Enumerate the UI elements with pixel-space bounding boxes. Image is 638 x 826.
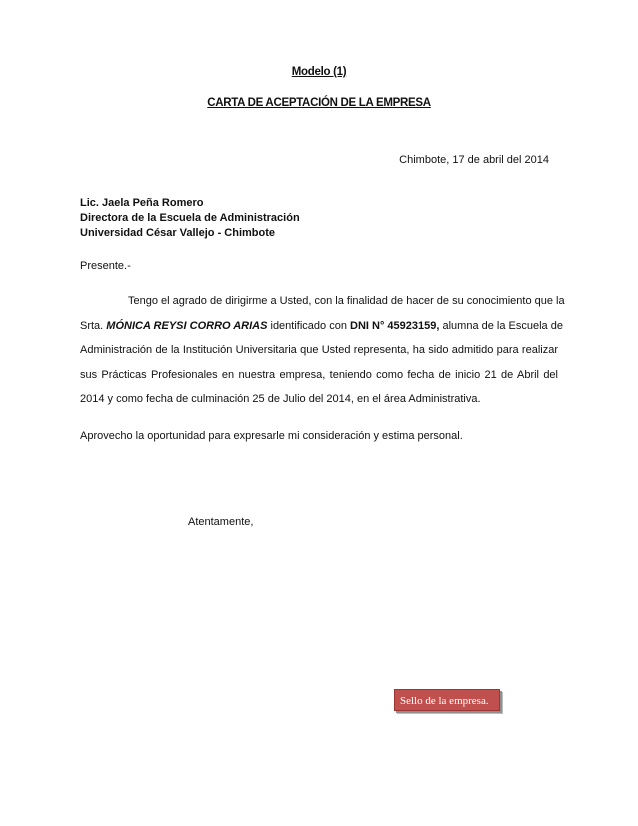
letter-title: CARTA DE ACEPTACIÓN DE LA EMPRESA xyxy=(207,97,431,109)
recipient-name: Lic. Jaela Peña Romero xyxy=(80,197,204,209)
dni-number: DNI N° 45923159, xyxy=(350,319,440,332)
body-paragraph xyxy=(80,289,565,412)
model-title: Modelo (1) xyxy=(291,66,347,78)
student-name: MÓNICA REYSI CORRO ARIAS xyxy=(106,319,268,332)
title-prefix: Srta. xyxy=(80,319,104,332)
body-line-1: Tengo el agrado de dirigirme a Usted, con la finalidad de hacer de su conocimiento que la xyxy=(128,295,565,307)
closing-paragraph: Aprovecho la oportunidad para expresarle mi consideración y estima personal. xyxy=(80,430,463,442)
school-phrase: alumna de la Escuela de xyxy=(442,319,563,332)
sign-off: Atentamente, xyxy=(188,516,254,528)
date-line: Chimbote, 17 de abril del 2014 xyxy=(399,154,549,166)
company-seal-box: Sello de la empresa. xyxy=(394,689,500,711)
recipient-position: Directora de la Escuela de Administración xyxy=(80,212,300,224)
body-line-4: sus Prácticas Profesionales en nuestra empresa, teniendo como fecha de inicio 21 de Abril del xyxy=(80,368,558,381)
body-line-5: 2014 y como fecha de culminación 25 de Julio del 2014, en el área Administrativa. xyxy=(80,393,481,405)
recipient-institution: Universidad César Vallejo - Chimbote xyxy=(80,227,276,239)
recipient-block xyxy=(80,196,300,241)
salutation: Presente.- xyxy=(80,260,131,272)
id-phrase: identificado con xyxy=(270,319,347,332)
body-line-2 xyxy=(80,314,563,339)
body-line-3: Administración de la Institución Universitaria que Usted representa, ha sido admitido para realizar xyxy=(80,344,558,356)
